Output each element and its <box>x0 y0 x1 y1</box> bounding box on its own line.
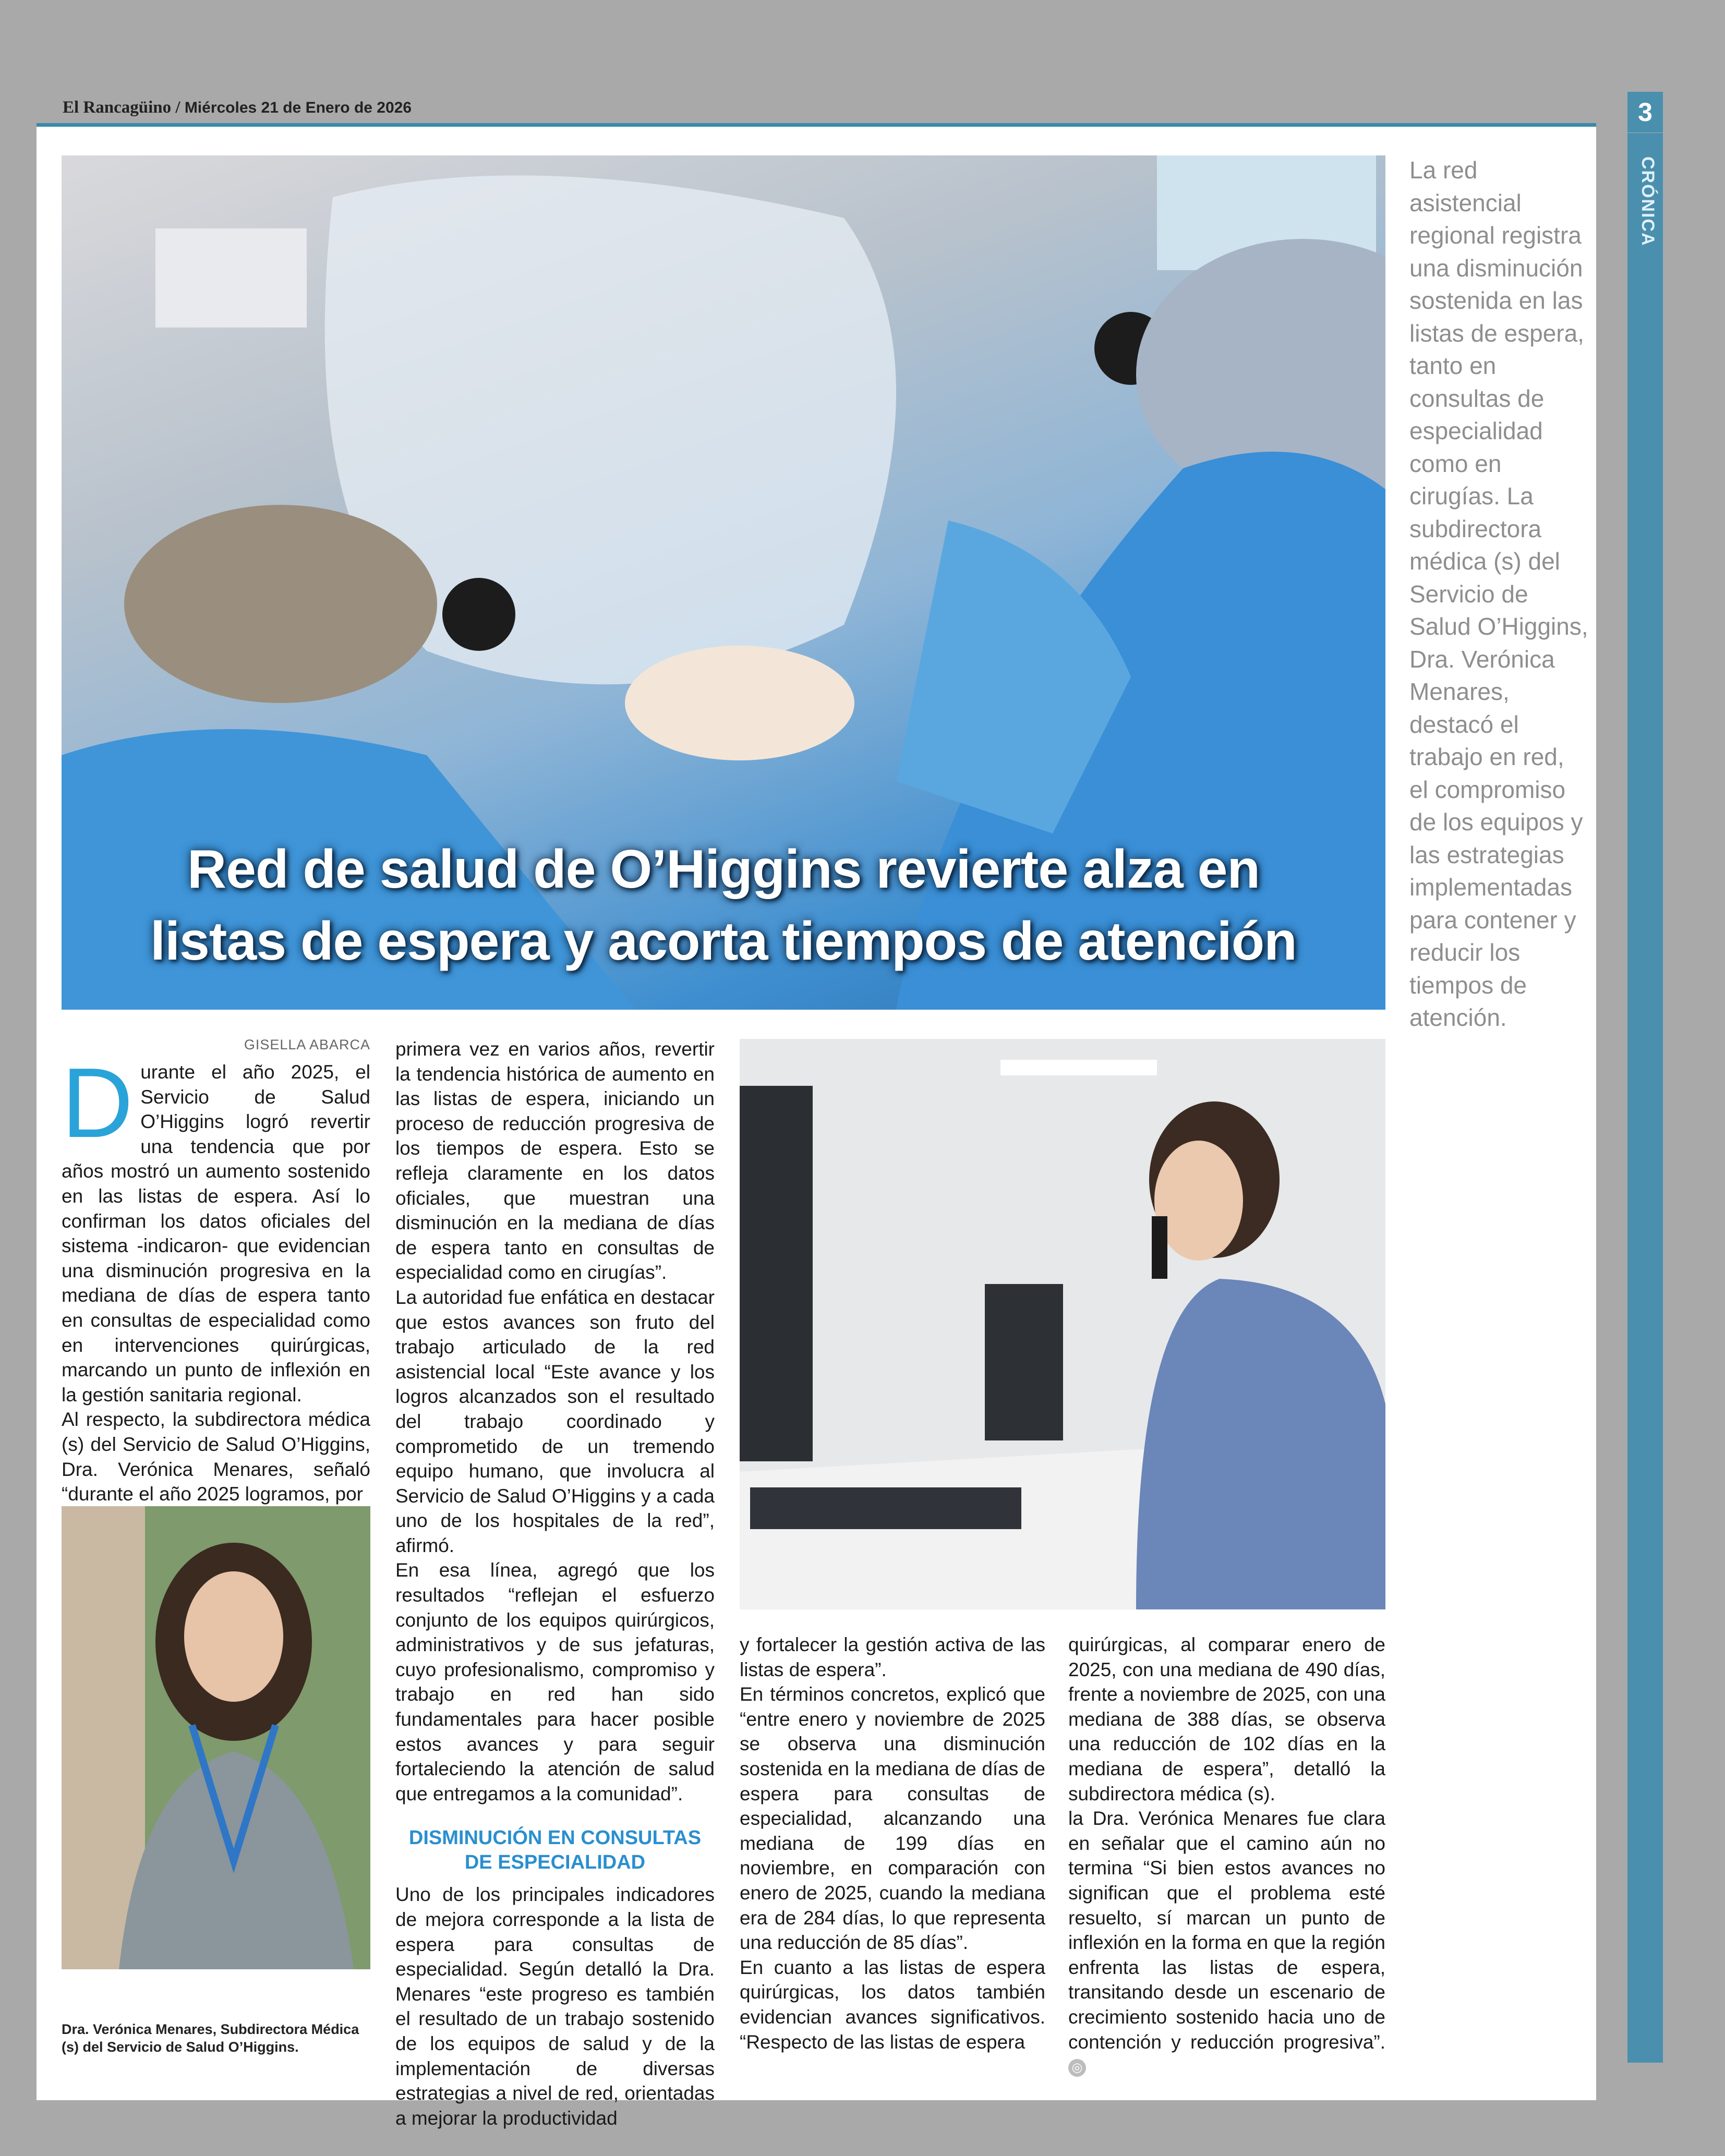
headline-line-1: Red de salud de O’Higgins revierte alza en <box>187 839 1260 900</box>
surgical-field <box>625 646 854 760</box>
headline <box>62 833 1385 977</box>
portrait-illustration <box>62 1506 370 1969</box>
keyboard <box>750 1487 1021 1529</box>
portrait-photo <box>62 1506 370 1969</box>
office-illustration <box>740 1039 1385 1609</box>
page-number: 3 <box>1627 92 1663 132</box>
masthead <box>63 98 412 117</box>
article-paragraph: En términos concretos, explicó que “entre enero y noviembre de 2025 se observa una disminución sostenida en la mediana de días de espera para consultas de especialidad, alcanzando una mediana de 199 días en noviembre, en comparación con enero de 2025, cuando la mediana era de 284 días, lo que representa una reducción de 85 días”. <box>740 1683 1045 1954</box>
lead-paragraph: La red asistencial regional registra una disminución sostenida en las listas de espera, tanto en consultas de especialidad como en cirugías. La subdirectora médica (s) del Servicio de Salud O’Higgins, Dra. Verónica Menares, destacó el trabajo en red, el compromiso de los equipos y las estrategias implementadas para contener y reducir los tiempos de atención. <box>1409 156 1588 1031</box>
dropcap: D <box>62 1048 134 1158</box>
article-column-3 <box>740 1632 1045 2054</box>
surgeon-cap-left <box>124 505 437 703</box>
article-subhead: DISMINUCIÓN EN CONSULTAS DE ESPECIALIDAD <box>408 1827 702 1874</box>
office-photo <box>740 1039 1385 1609</box>
paper-name: El Rancagüino / <box>63 98 180 117</box>
end-mark-icon: ◎ <box>1068 2059 1086 2077</box>
issue-date: Miércoles 21 de Enero de 2026 <box>184 99 412 116</box>
article-paragraph: Uno de los principales indicadores de mejora corresponde a la lista de espera para consultas de especialidad. Según detalló la Dra. Menares “este progreso es también el resultado de un trabajo sostenido de los equipos de salud y de la implementación de diversas estrategias a nivel de red, orientadas a mejorar la productividad <box>395 1884 715 2129</box>
worker-face <box>1154 1141 1243 1261</box>
article-column-1 <box>62 1048 370 1507</box>
ceiling-light <box>1000 1060 1157 1075</box>
section-label: CRÓNICA <box>1638 156 1658 247</box>
microscope-eyepiece-left <box>442 578 515 651</box>
monitor-left <box>740 1086 813 1461</box>
article-paragraph: primera vez en varios años, revertir la tendencia histórica de aumento en las listas de espera, iniciando un proceso de reducción progresiva de los tiempos de espera. Esto se refleja claramente en los datos oficiales, que muestran una disminución en la mediana de días de espera tanto en consultas de especialidad como en cirugías”. <box>395 1038 715 1283</box>
photo-caption: Dra. Verónica Menares, Subdirectora Médica (s) del Servicio de Salud O’Higgins. <box>62 2021 359 2055</box>
article-paragraph: En cuanto a las listas de espera quirúrgicas, los datos también evidencian avances significativos. “Respecto de las listas de espera <box>740 1956 1045 2053</box>
phone-handset <box>1152 1216 1167 1279</box>
article-paragraph: quirúrgicas, al comparar enero de 2025, con una mediana de 490 días, frente a noviembre de 2025, con una mediana de 388 días, se observa una reducción de 102 días en la mediana de espera”, detalló la subdirectora médica (s). <box>1068 1634 1385 1804</box>
article-column-4 <box>1068 1632 1385 2079</box>
article-paragraph: la Dra. Verónica Menares fue clara en señalar que el camino aún no termina “Si bien estos avances no significan que el problema esté resuelto, sí marcan un punto de inflexión en la forma en que la región enfrenta las listas de espera, transitando desde un escenario de crecimiento sostenido hacia uno de contención y reducción progresiva”. ◎ <box>1068 1806 1385 2079</box>
byline: GISELLA ABARCA <box>244 1037 370 1052</box>
portrait-face <box>184 1571 283 1702</box>
article-column-2 <box>395 1037 715 2130</box>
headline-line-2: listas de espera y acorta tiempos de atención <box>150 911 1297 972</box>
monitor-center <box>985 1284 1063 1440</box>
article-paragraph: Al respecto, la subdirectora médica (s) del Servicio de Salud O’Higgins, Dra. Verónica Menares, señaló “durante el año 2025 logramos, por <box>62 1409 370 1505</box>
article-paragraph: La autoridad fue enfática en destacar que estos avances son fruto del trabajo articulado de la red asistencial local “Este avance y los logros alcanzados son el resultado del trabajo coordinado y comprometido de un tremendo equipo humano, que involucra al Servicio de Salud O’Higgins y a cada uno de los hospitales de la red”, afirmó. <box>395 1286 715 1556</box>
section-sideband <box>1627 133 1663 2063</box>
equipment-monitor <box>155 228 307 328</box>
header-rule <box>37 123 1596 127</box>
article-paragraph: Durante el año 2025, el Servicio de Salud O’Higgins logró revertir una tendencia que por años mostró un aumento sostenido en las listas de espera. Así lo confirman los datos oficiales del sistema -indicaron- que evidencian una disminución progresiva en la mediana de días de espera tanto en consultas de especialidad como en intervenciones quirúrgicas, marcando un punto de inflexión en la gestión sanitaria regional. <box>62 1048 370 1406</box>
article-paragraph: En esa línea, agregó que los resultados “reflejan el esfuerzo conjunto de los equipos quirúrgicos, administrativos y de sus jefaturas, cuyo profesionalismo, compromiso y trabajo en red han sido fundamentales para hacer posible estos avances y para seguir fortaleciendo la atención de salud que entregamos a la comunidad”. <box>395 1559 715 1804</box>
hero-photo-surgery <box>62 155 1385 1010</box>
article-paragraph: y fortalecer la gestión activa de las listas de espera”. <box>740 1634 1045 1680</box>
